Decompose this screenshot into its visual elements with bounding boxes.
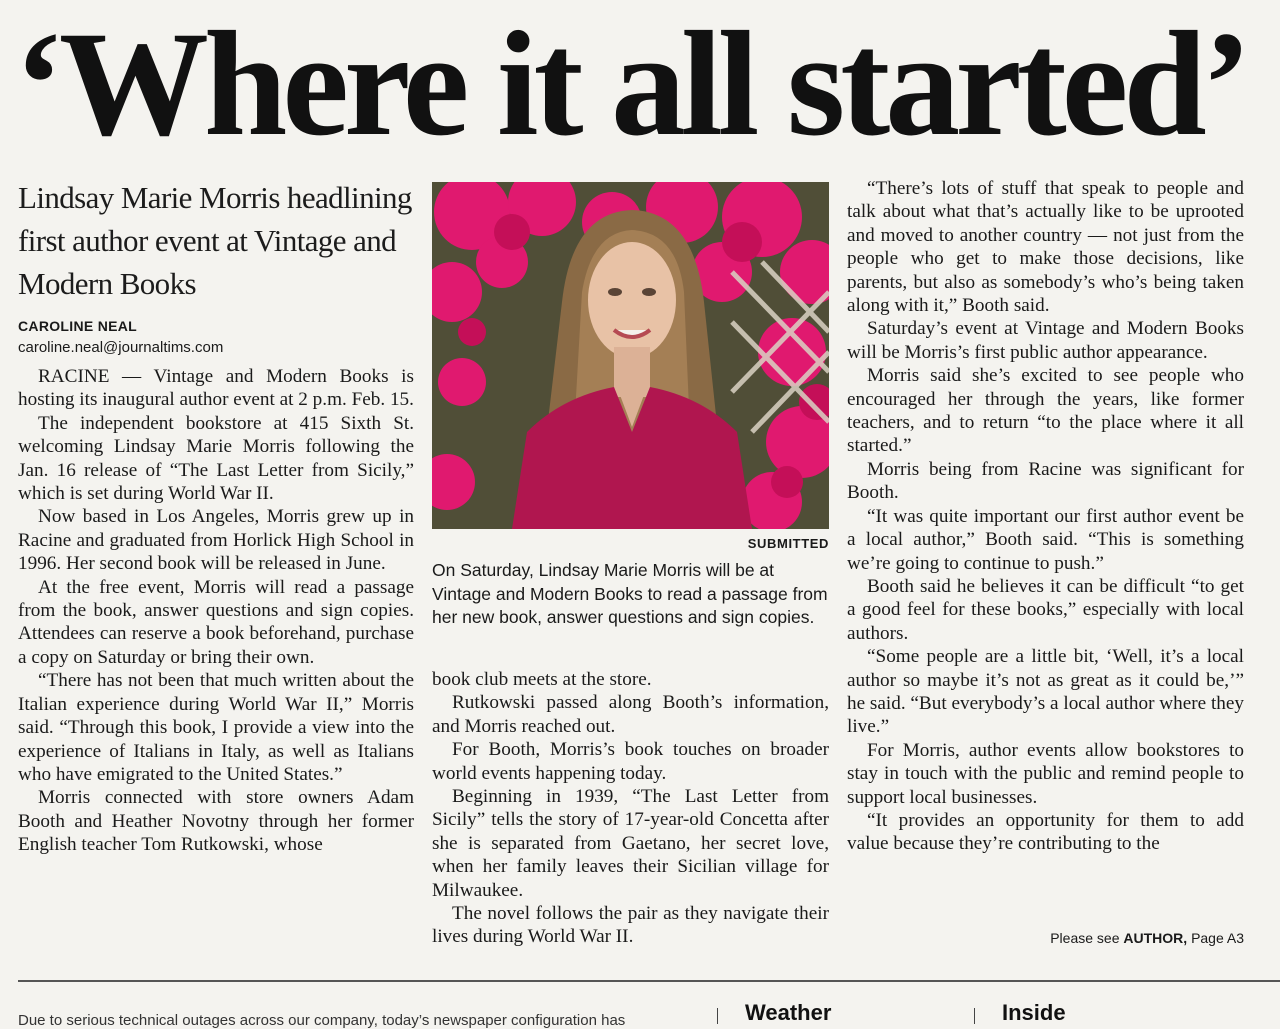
paragraph: Morris connected with store owners Adam Booth and Heather Novotny through her former English teacher Tom Rutkowski, whose — [18, 787, 414, 856]
byline-email[interactable]: caroline.neal@journaltims.com — [18, 339, 224, 356]
footer-divider — [18, 980, 1280, 982]
paragraph: “It was quite important our first author event be a local author,” Booth said. “This is something we’re going to continue to push.” — [847, 505, 1244, 574]
jump-reference — [847, 930, 1244, 946]
paragraph: The independent bookstore at 415 Sixth St. welcoming Lindsay Marie Morris following the Jan. 16 release of “The Last Letter from Sicily,” which is set during World War II. — [18, 412, 414, 505]
photo-caption: On Saturday, Lindsay Marie Morris will be at Vintage and Modern Books to read a passage from her new book, answer questions and sign copies. — [432, 560, 828, 627]
article-column-1 — [18, 365, 414, 955]
paragraph: Now based in Los Angeles, Morris grew up in Racine and graduated from Horlick High School in 1996. Her second book will be released in June. — [18, 506, 414, 575]
jump-page: Page A3 — [1191, 930, 1244, 946]
paragraph: “There has not been that much written about the Italian experience during World War II,” Morris said. “Through this book, I provide a view into the experience of Italians in Italy, as well as Italians who have emigrated to the United States.” — [18, 670, 414, 785]
deck-subheadline: Lindsay Marie Morris headlining first author event at Vintage and Modern Books — [18, 180, 412, 301]
inside-heading: Inside — [1002, 1000, 1066, 1025]
paragraph: “It provides an opportunity for them to add value because they’re contributing to the — [847, 809, 1244, 855]
paragraph: RACINE — Vintage and Modern Books is hosting its inaugural author event at 2 p.m. Feb. 15. — [18, 366, 414, 411]
author-photo — [432, 182, 829, 529]
outage-notice: Due to serious technical outages across our company, today’s newspaper configuration has — [18, 1012, 626, 1029]
paragraph: The novel follows the pair as they navigate their lives during World War II. — [432, 903, 829, 948]
paragraph: Booth said he believes it can be difficult “to get a good feel for these books,” especially with local authors. — [847, 575, 1244, 644]
paragraph: Morris being from Racine was significant for Booth. — [847, 458, 1244, 504]
photo-credit: SUBMITTED — [747, 536, 829, 551]
paragraph: “There’s lots of stuff that speak to people and talk about what that’s actually like to be uprooted and moved to another country — not just from the people who get to make those decisions, like parents, but also as somebody’s who’s being taken along with it,” Booth said. — [847, 178, 1244, 317]
paragraph: Rutkowski passed along Booth’s information, and Morris reached out. — [432, 692, 829, 737]
paragraph: Beginning in 1939, “The Last Letter from Sicily” tells the story of 17-year-old Concetta after she is separated from Gaetano, her secret love, when her family leaves their Sicilian village for Milwaukee. — [432, 786, 829, 901]
article-column-2 — [432, 668, 829, 958]
headline: ‘Where it all started’ — [14, 1, 1247, 167]
paragraph: For Booth, Morris’s book touches on broader world events happening today. — [432, 739, 829, 784]
paragraph: “Some people are a little bit, ‘Well, it’s a local author so maybe it’s not as great as it could be,’” he said. “But everybody’s a local author where they live.” — [847, 646, 1244, 738]
footer-column-divider — [974, 1008, 975, 1024]
paragraph: For Morris, author events allow bookstores to stay in touch with the public and remind people to support local businesses. — [847, 739, 1244, 808]
paragraph: Morris said she’s excited to see people who encouraged her through the years, like former teachers, and to return “to the place where it all started.” — [847, 365, 1244, 457]
article-column-3 — [847, 177, 1244, 907]
paragraph: Saturday’s event at Vintage and Modern Books will be Morris’s first public author appearance. — [847, 318, 1244, 363]
weather-heading: Weather — [745, 1000, 832, 1025]
paragraph: At the free event, Morris will read a passage from the book, answer questions and sign copies. Attendees can reserve a book beforehand, purchase a copy on Saturday or bring their own. — [18, 576, 414, 668]
jump-section: AUTHOR, — [1123, 930, 1188, 946]
jump-prefix: Please see — [1050, 930, 1120, 946]
byline-name: CAROLINE NEAL — [18, 318, 138, 334]
footer-column-divider — [717, 1008, 718, 1024]
paragraph: book club meets at the store. — [432, 669, 652, 690]
